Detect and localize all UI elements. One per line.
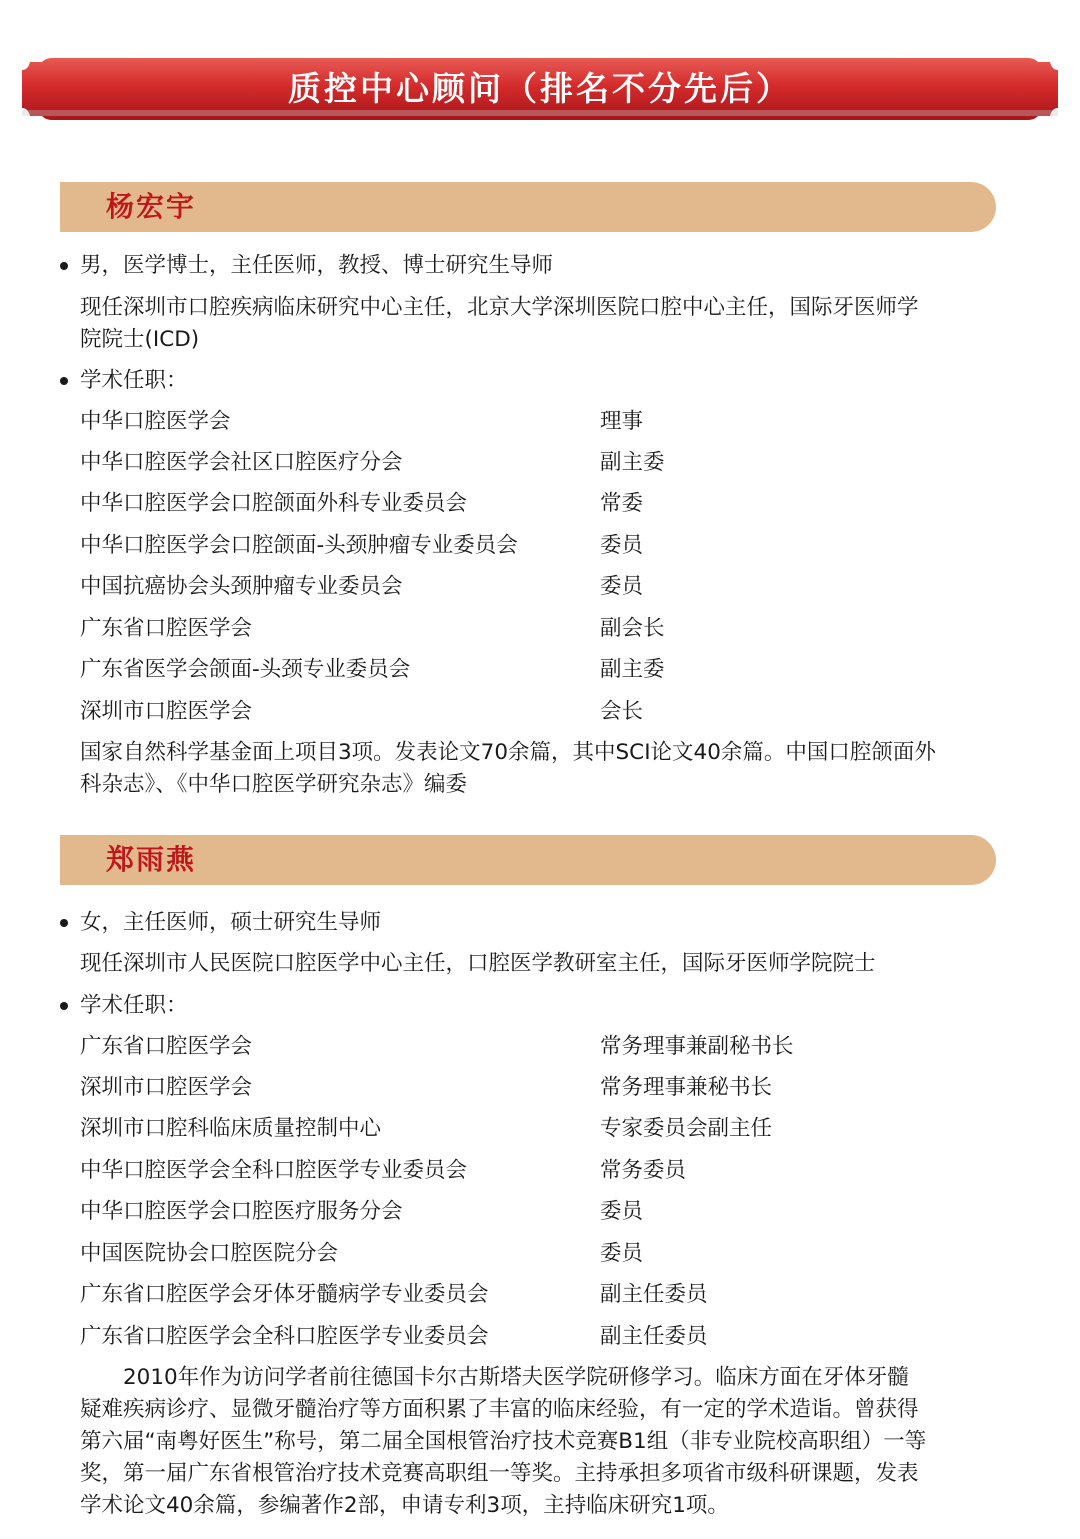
bio-line: 奖，第一届广东省根管治疗技术竞赛高职组一等奖。主持承担多项省市级科研课题，发表 [80, 1461, 919, 1486]
person-summary: 女，主任医师，硕士研究生导师 [80, 910, 382, 935]
position-org: 深圳市口腔科临床质量控制中心 [80, 1116, 382, 1141]
position-role: 副主委 [600, 657, 665, 682]
position-role: 理事 [600, 409, 644, 434]
position-role: 常务委员 [600, 1158, 687, 1183]
bio-line: 第六届“南粤好医生”称号，第二届全国根管治疗技术竞赛B1组（非专业院校高职组）一等 [80, 1429, 927, 1454]
position-role: 常委 [600, 491, 644, 516]
bio-line: 2010年作为访问学者前往德国卡尔古斯塔夫医学院研修学习。临床方面在牙体牙髓 [80, 1365, 909, 1390]
positions-label: 学术任职： [80, 993, 188, 1018]
bio-line: 疑难疾病诊疗、显微牙髓治疗等方面积累了丰富的临床经验，有一定的学术造诣。曾获得 [80, 1397, 919, 1422]
bullet-icon [60, 377, 68, 385]
position-org: 广东省口腔医学会全科口腔医学专业委员会 [80, 1324, 489, 1349]
positions-label: 学术任职： [80, 368, 188, 393]
position-org: 中华口腔医学会口腔颌面-头颈肿瘤专业委员会 [80, 533, 518, 558]
research-note: 国家自然科学基金面上项目3项。发表论文70余篇，其中SCI论文40余篇。中国口腔颌面外 [80, 740, 936, 765]
position-role: 副主任委员 [600, 1282, 708, 1307]
position-role: 会长 [600, 699, 644, 724]
person-summary: 男，医学博士，主任医师，教授、博士研究生导师 [80, 253, 554, 278]
position-org: 中华口腔医学会全科口腔医学专业委员会 [80, 1158, 468, 1183]
research-note: 科杂志》、《中华口腔医学研究杂志》编委 [80, 772, 468, 797]
position-role: 委员 [600, 574, 644, 599]
position-org: 深圳市口腔医学会 [80, 699, 253, 724]
current-position-line: 现任深圳市人民医院口腔医学中心主任，口腔医学教研室主任，国际牙医师学院院士 [80, 951, 876, 976]
position-role: 专家委员会副主任 [600, 1116, 773, 1141]
bio-line: 学术论文40余篇，参编著作2部，申请专利3项，主持临床研究1项。 [80, 1493, 729, 1518]
position-org: 广东省口腔医学会牙体牙髓病学专业委员会 [80, 1282, 489, 1307]
person-name: 杨宏宇 [106, 190, 197, 223]
position-org: 广东省医学会颌面-头颈专业委员会 [80, 657, 411, 682]
position-role: 副会长 [600, 616, 665, 641]
name-bar [60, 182, 996, 232]
banner-title: 质控中心顾问（排名不分先后） [288, 69, 792, 108]
position-org: 广东省口腔医学会 [80, 616, 253, 641]
title-banner [22, 58, 1058, 120]
position-role: 委员 [600, 1241, 644, 1266]
position-role: 副主任委员 [600, 1324, 708, 1349]
position-org: 中华口腔医学会社区口腔医疗分会 [80, 450, 403, 475]
bullet-icon [60, 262, 68, 270]
bullet-icon [60, 1002, 68, 1010]
position-role: 副主委 [600, 450, 665, 475]
position-org: 中国医院协会口腔医院分会 [80, 1241, 339, 1266]
position-org: 中国抗癌协会头颈肿瘤专业委员会 [80, 574, 403, 599]
current-position-line: 现任深圳市口腔疾病临床研究中心主任，北京大学深圳医院口腔中心主任，国际牙医师学 [80, 295, 919, 320]
position-role: 常务理事兼秘书长 [600, 1075, 773, 1100]
position-role: 委员 [600, 1199, 644, 1224]
position-role: 委员 [600, 533, 644, 558]
position-org: 深圳市口腔医学会 [80, 1075, 253, 1100]
person-name: 郑雨燕 [106, 843, 197, 876]
bullet-icon [60, 919, 68, 927]
position-org: 中华口腔医学会口腔颌面外科专业委员会 [80, 491, 468, 516]
position-role: 常务理事兼副秘书长 [600, 1034, 794, 1059]
name-bar [60, 835, 996, 885]
position-org: 广东省口腔医学会 [80, 1034, 253, 1059]
position-org: 中华口腔医学会 [80, 409, 231, 434]
current-position-line: 院院士(ICD) [80, 327, 200, 352]
position-org: 中华口腔医学会口腔医疗服务分会 [80, 1199, 403, 1224]
